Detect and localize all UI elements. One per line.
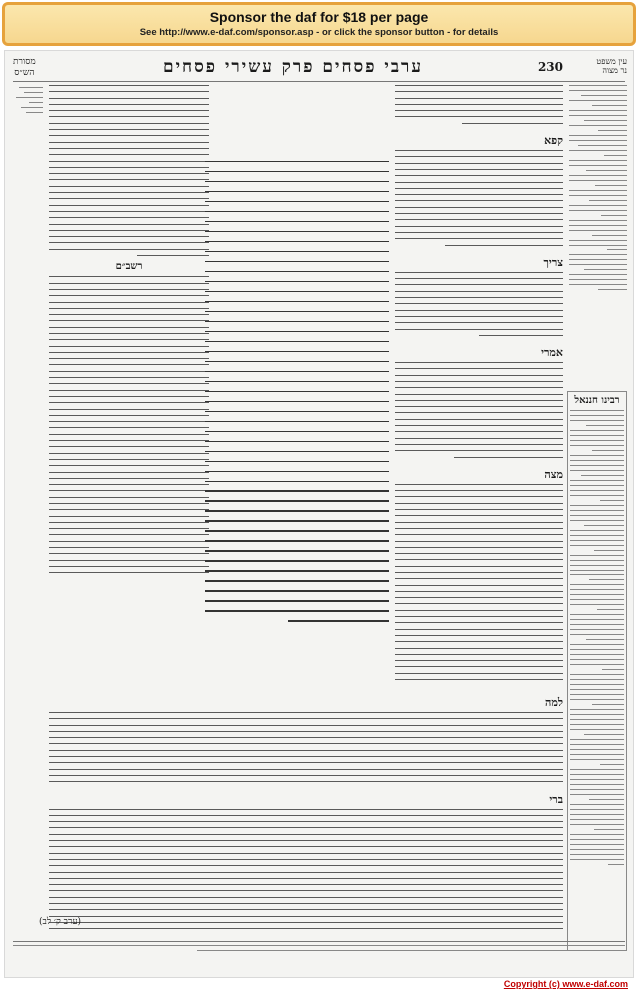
dibur-hamatchil-4: מצה: [544, 467, 563, 481]
sponsor-headline[interactable]: Sponsor the daf for $18 per page: [209, 9, 429, 25]
margin-reference: (ערב ק׳ לב): [39, 917, 82, 927]
footnote-area: [13, 945, 625, 971]
ein-mishpat-column: [569, 85, 627, 385]
rabbenu-chananel-box: [567, 391, 627, 951]
dibur-hamatchil-2: צריך: [543, 255, 563, 269]
dibur-hamatchil-5: למה: [545, 696, 563, 709]
copyright-link[interactable]: Copyright (c) www.e-daf.com: [503, 979, 628, 989]
sponsor-banner[interactable]: [2, 2, 636, 46]
bottom-commentary-span: [49, 691, 563, 931]
gemara-main-text: [205, 161, 389, 681]
dibur-hamatchil-1: קפא: [544, 134, 563, 148]
mesoret-hashas-label: מסורת הש״ס: [13, 57, 36, 78]
dibur-hamatchil-6: ברי: [549, 792, 563, 806]
running-title: ערבי פסחים פרק עשירי פסחים: [162, 57, 423, 77]
page-number: 230: [537, 60, 563, 74]
page-header: [5, 57, 633, 81]
footnote-rule: [13, 941, 625, 942]
talmud-page-scan: [4, 50, 634, 978]
dibur-hamatchil-3: אמרי: [541, 346, 563, 360]
rabbenu-chananel-title: רבינו חננאל: [574, 395, 620, 406]
ein-mishpat-label: עין משפט נר מצוה: [596, 57, 627, 75]
rashbam-section-head: רשב״ם: [115, 261, 143, 273]
mesoret-hashas-column: [9, 87, 43, 297]
sponsor-details: See http://www.e-daf.com/sponsor.asp - or click the sponsor button - for details: [139, 27, 499, 38]
header-rule: [13, 81, 625, 82]
